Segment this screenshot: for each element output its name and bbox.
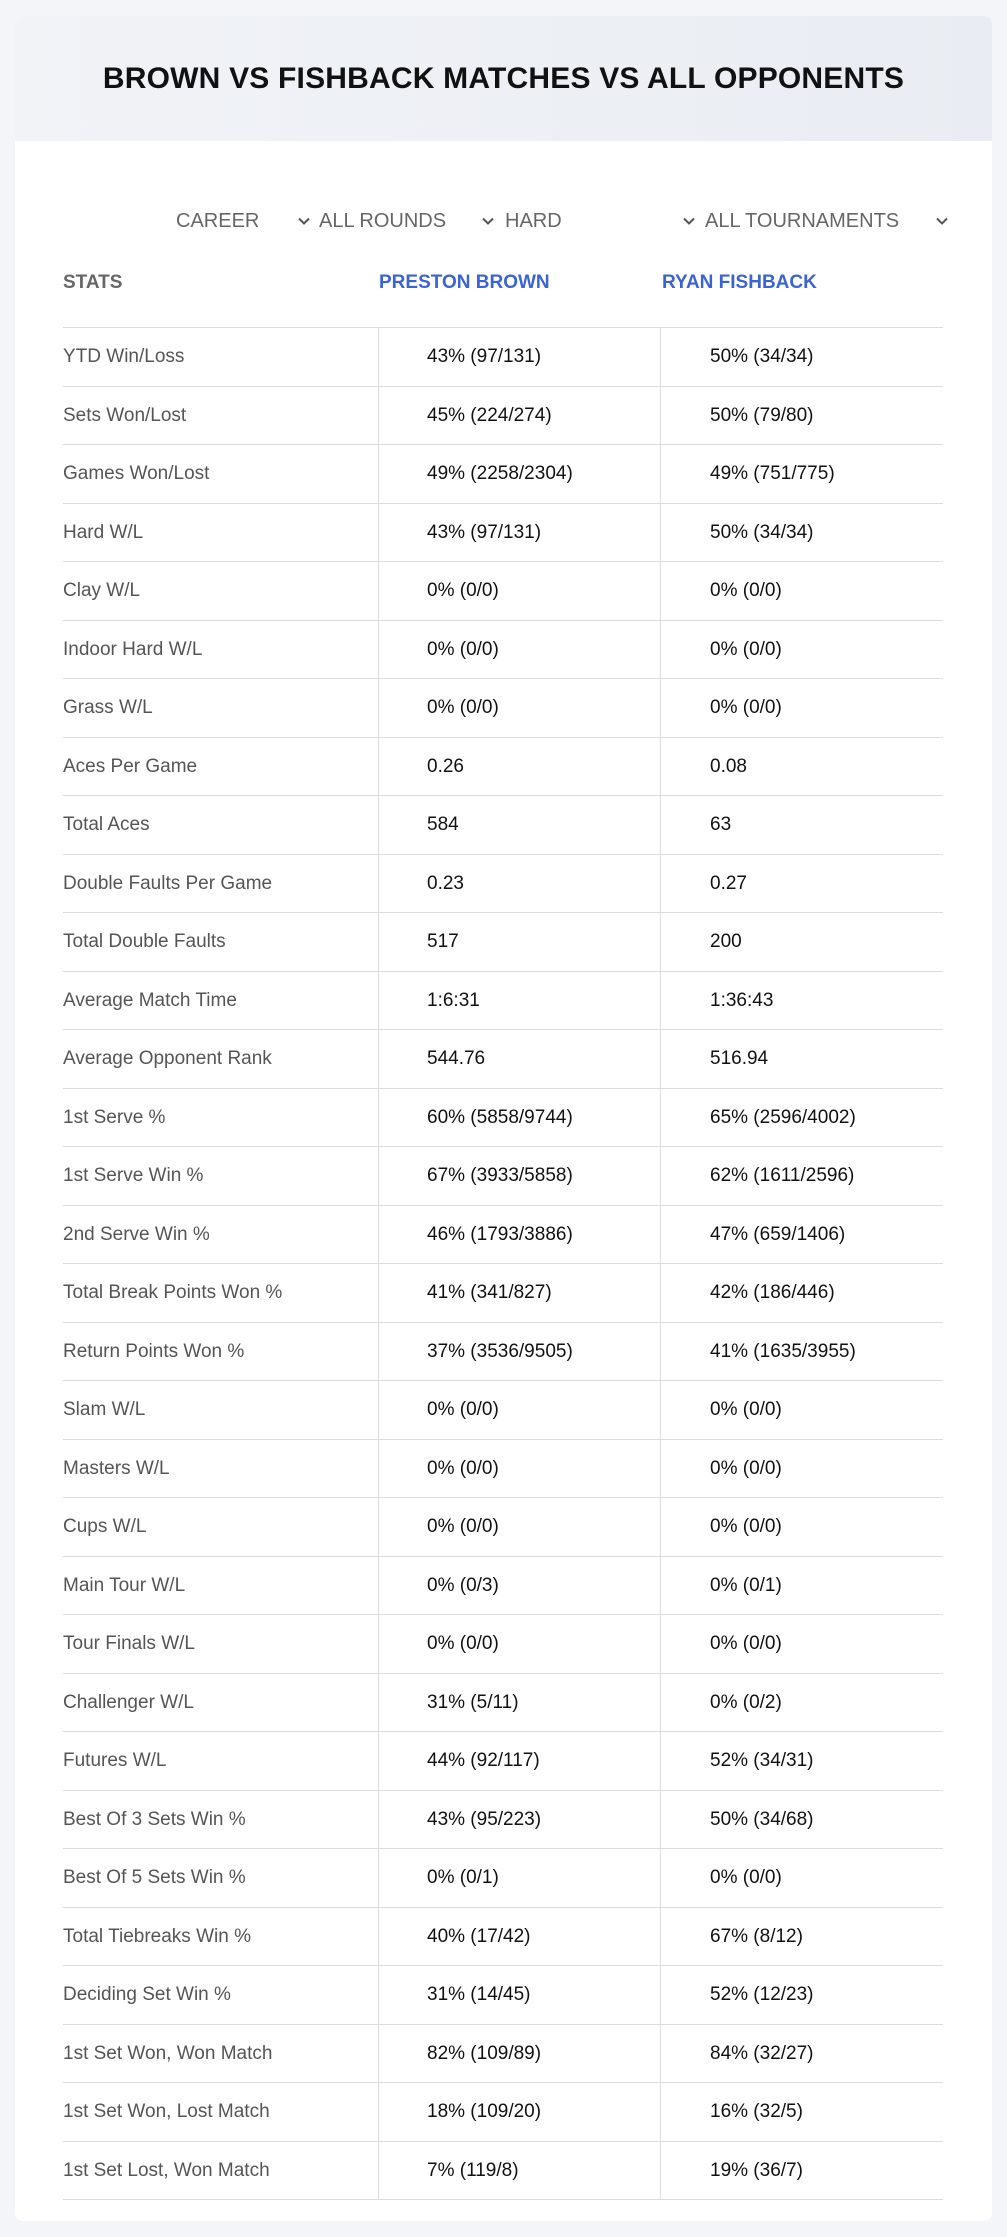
preston-brown-value: 0% (0/0) <box>427 1516 499 1538</box>
stat-label: Challenger W/L <box>63 1691 194 1713</box>
preston-brown-value: 31% (14/45) <box>427 1984 531 2006</box>
stat-label: Average Match Time <box>63 989 237 1011</box>
preston-brown-value: 0% (0/3) <box>427 1574 499 1596</box>
preston-brown-value: 45% (224/274) <box>427 404 552 426</box>
preston-brown-value: 0% (0/1) <box>427 1867 499 1889</box>
preston-brown-value: 0.26 <box>427 755 464 777</box>
stat-label: Return Points Won % <box>63 1340 245 1362</box>
rounds-dropdown-value: ALL ROUNDS <box>319 209 447 232</box>
stat-label: YTD Win/Loss <box>63 346 185 368</box>
preston-brown-value: 544.76 <box>427 1048 486 1070</box>
preston-brown-value: 82% (109/89) <box>427 2042 542 2064</box>
preston-brown-value: 49% (2258/2304) <box>427 463 573 485</box>
preston-brown-value: 517 <box>427 931 459 953</box>
ryan-fishback-value: 49% (751/775) <box>710 463 835 485</box>
ryan-fishback-value: 50% (34/34) <box>710 346 814 368</box>
table-row <box>63 504 943 563</box>
tournaments-dropdown-value: ALL TOURNAMENTS <box>705 209 900 232</box>
table-row <box>63 562 943 621</box>
ryan-fishback-value: 63 <box>710 814 732 836</box>
table-row <box>63 1264 943 1323</box>
table-row <box>63 855 943 914</box>
stats-table <box>63 256 943 2200</box>
table-row <box>63 1030 943 1089</box>
stat-label: Futures W/L <box>63 1750 167 1772</box>
tournaments-dropdown[interactable] <box>705 204 955 238</box>
preston-brown-value: 46% (1793/3886) <box>427 1223 573 1245</box>
ryan-fishback-value: 62% (1611/2596) <box>710 1165 855 1187</box>
stat-label: 1st Set Won, Won Match <box>63 2042 273 2064</box>
ryan-fishback-value: 0% (0/1) <box>710 1574 782 1596</box>
preston-brown-value: 41% (341/827) <box>427 1282 552 1304</box>
table-row <box>63 1089 943 1148</box>
stat-label: Double Faults Per Game <box>63 872 273 894</box>
ryan-fishback-value: 0% (0/0) <box>710 638 782 660</box>
table-row <box>63 1732 943 1791</box>
stat-label: Clay W/L <box>63 580 141 602</box>
table-row <box>63 1381 943 1440</box>
stat-label: Slam W/L <box>63 1399 146 1421</box>
stat-label: Sets Won/Lost <box>63 404 187 426</box>
preston-brown-value: 43% (97/131) <box>427 521 542 543</box>
ryan-fishback-value: 65% (2596/4002) <box>710 1106 856 1128</box>
chevron-down-icon <box>680 212 698 230</box>
surface-dropdown[interactable] <box>505 204 700 238</box>
ryan-fishback-value: 516.94 <box>710 1048 769 1070</box>
table-row <box>63 1849 943 1908</box>
ryan-fishback-value: 50% (34/34) <box>710 521 814 543</box>
stat-label: 1st Serve % <box>63 1106 166 1128</box>
stat-label: Total Tiebreaks Win % <box>63 1925 251 1947</box>
player-link-ryan-fishback[interactable]: RYAN FISHBACK <box>662 272 817 293</box>
ryan-fishback-value: 47% (659/1406) <box>710 1223 846 1245</box>
chevron-down-icon <box>933 212 951 230</box>
table-row <box>63 1206 943 1265</box>
stat-label: Masters W/L <box>63 1457 170 1479</box>
ryan-fishback-value: 0% (0/0) <box>710 697 782 719</box>
ryan-fishback-value: 200 <box>710 931 742 953</box>
column-divider <box>378 328 379 2200</box>
preston-brown-value: 43% (95/223) <box>427 1808 542 1830</box>
preston-brown-value: 67% (3933/5858) <box>427 1165 573 1187</box>
preston-brown-value: 0% (0/0) <box>427 580 499 602</box>
table-body <box>63 328 943 2200</box>
preston-brown-value: 60% (5858/9744) <box>427 1106 573 1128</box>
stat-label: Hard W/L <box>63 521 144 543</box>
ryan-fishback-value: 50% (79/80) <box>710 404 814 426</box>
table-row <box>63 1615 943 1674</box>
preston-brown-value: 18% (109/20) <box>427 2101 542 2123</box>
ryan-fishback-value: 41% (1635/3955) <box>710 1340 856 1362</box>
chevron-down-icon <box>295 212 313 230</box>
stat-label: Main Tour W/L <box>63 1574 186 1596</box>
table-row <box>63 1674 943 1733</box>
ryan-fishback-value: 0.27 <box>710 872 747 894</box>
stat-label: Games Won/Lost <box>63 463 210 485</box>
surface-dropdown-value: HARD <box>505 209 562 232</box>
filter-bar <box>15 186 992 256</box>
table-row <box>63 1323 943 1382</box>
stat-label: Deciding Set Win % <box>63 1984 231 2006</box>
preston-brown-value: 0% (0/0) <box>427 697 499 719</box>
ryan-fishback-value: 1:36:43 <box>710 989 774 1011</box>
table-row <box>63 2083 943 2142</box>
preston-brown-value: 43% (97/131) <box>427 346 542 368</box>
ryan-fishback-value: 42% (186/446) <box>710 1282 835 1304</box>
stat-label: 1st Set Won, Lost Match <box>63 2101 270 2123</box>
stat-label: Aces Per Game <box>63 755 198 777</box>
ryan-fishback-value: 0% (0/0) <box>710 1457 782 1479</box>
ryan-fishback-value: 67% (8/12) <box>710 1925 803 1947</box>
table-header <box>63 256 943 328</box>
table-row <box>63 796 943 855</box>
ryan-fishback-value: 50% (34/68) <box>710 1808 814 1830</box>
rounds-dropdown[interactable] <box>319 204 499 238</box>
stat-label: Indoor Hard W/L <box>63 638 203 660</box>
table-row <box>63 1791 943 1850</box>
preston-brown-value: 0.23 <box>427 872 464 894</box>
column-divider <box>660 328 661 2200</box>
ryan-fishback-value: 0% (0/0) <box>710 1399 782 1421</box>
table-row <box>63 2142 943 2201</box>
table-row <box>63 738 943 797</box>
table-row <box>63 972 943 1031</box>
ryan-fishback-value: 0% (0/2) <box>710 1691 782 1713</box>
column-header-stats: STATS <box>63 272 123 293</box>
preston-brown-value: 0% (0/0) <box>427 1399 499 1421</box>
stat-label: Best Of 3 Sets Win % <box>63 1808 246 1830</box>
table-row <box>63 328 943 387</box>
ryan-fishback-value: 0% (0/0) <box>710 1867 782 1889</box>
ryan-fishback-value: 0% (0/0) <box>710 1633 782 1655</box>
preston-brown-value: 40% (17/42) <box>427 1925 531 1947</box>
preston-brown-value: 584 <box>427 814 459 836</box>
stat-label: 1st Set Lost, Won Match <box>63 2159 270 2181</box>
preston-brown-value: 1:6:31 <box>427 989 480 1011</box>
ryan-fishback-value: 84% (32/27) <box>710 2042 814 2064</box>
table-row <box>63 2025 943 2084</box>
stat-label: 1st Serve Win % <box>63 1165 204 1187</box>
player-link-preston-brown[interactable]: PRESTON BROWN <box>379 272 550 293</box>
preston-brown-value: 0% (0/0) <box>427 638 499 660</box>
ryan-fishback-value: 52% (12/23) <box>710 1984 814 2006</box>
table-row <box>63 1966 943 2025</box>
stat-label: Average Opponent Rank <box>63 1048 272 1070</box>
stat-label: 2nd Serve Win % <box>63 1223 210 1245</box>
preston-brown-value: 37% (3536/9505) <box>427 1340 573 1362</box>
stat-label: Total Double Faults <box>63 931 226 953</box>
preston-brown-value: 0% (0/0) <box>427 1633 499 1655</box>
stat-label: Grass W/L <box>63 697 153 719</box>
table-row <box>63 1557 943 1616</box>
ryan-fishback-value: 0.08 <box>710 755 747 777</box>
page-title: BROWN VS FISHBACK MATCHES VS ALL OPPONENTS <box>102 61 905 95</box>
table-row <box>63 1440 943 1499</box>
table-row <box>63 679 943 738</box>
stat-label: Cups W/L <box>63 1516 147 1538</box>
stat-label: Best Of 5 Sets Win % <box>63 1867 246 1889</box>
preston-brown-value: 7% (119/8) <box>427 2159 519 2181</box>
period-dropdown[interactable] <box>176 204 316 238</box>
table-row <box>63 1147 943 1206</box>
preston-brown-value: 0% (0/0) <box>427 1457 499 1479</box>
card-header <box>15 16 992 141</box>
ryan-fishback-value: 0% (0/0) <box>710 580 782 602</box>
ryan-fishback-value: 19% (36/7) <box>710 2159 803 2181</box>
ryan-fishback-value: 0% (0/0) <box>710 1516 782 1538</box>
chevron-down-icon <box>479 212 497 230</box>
comparison-card <box>15 16 992 2221</box>
table-row <box>63 621 943 680</box>
stat-label: Total Break Points Won % <box>63 1282 283 1304</box>
ryan-fishback-value: 16% (32/5) <box>710 2101 803 2123</box>
table-row <box>63 1498 943 1557</box>
stat-label: Tour Finals W/L <box>63 1633 195 1655</box>
preston-brown-value: 44% (92/117) <box>427 1750 540 1772</box>
ryan-fishback-value: 52% (34/31) <box>710 1750 814 1772</box>
table-row <box>63 387 943 446</box>
preston-brown-value: 31% (5/11) <box>427 1691 519 1713</box>
period-dropdown-value: CAREER <box>176 209 260 232</box>
stat-label: Total Aces <box>63 814 150 836</box>
table-row <box>63 1908 943 1967</box>
table-row <box>63 445 943 504</box>
table-row <box>63 913 943 972</box>
